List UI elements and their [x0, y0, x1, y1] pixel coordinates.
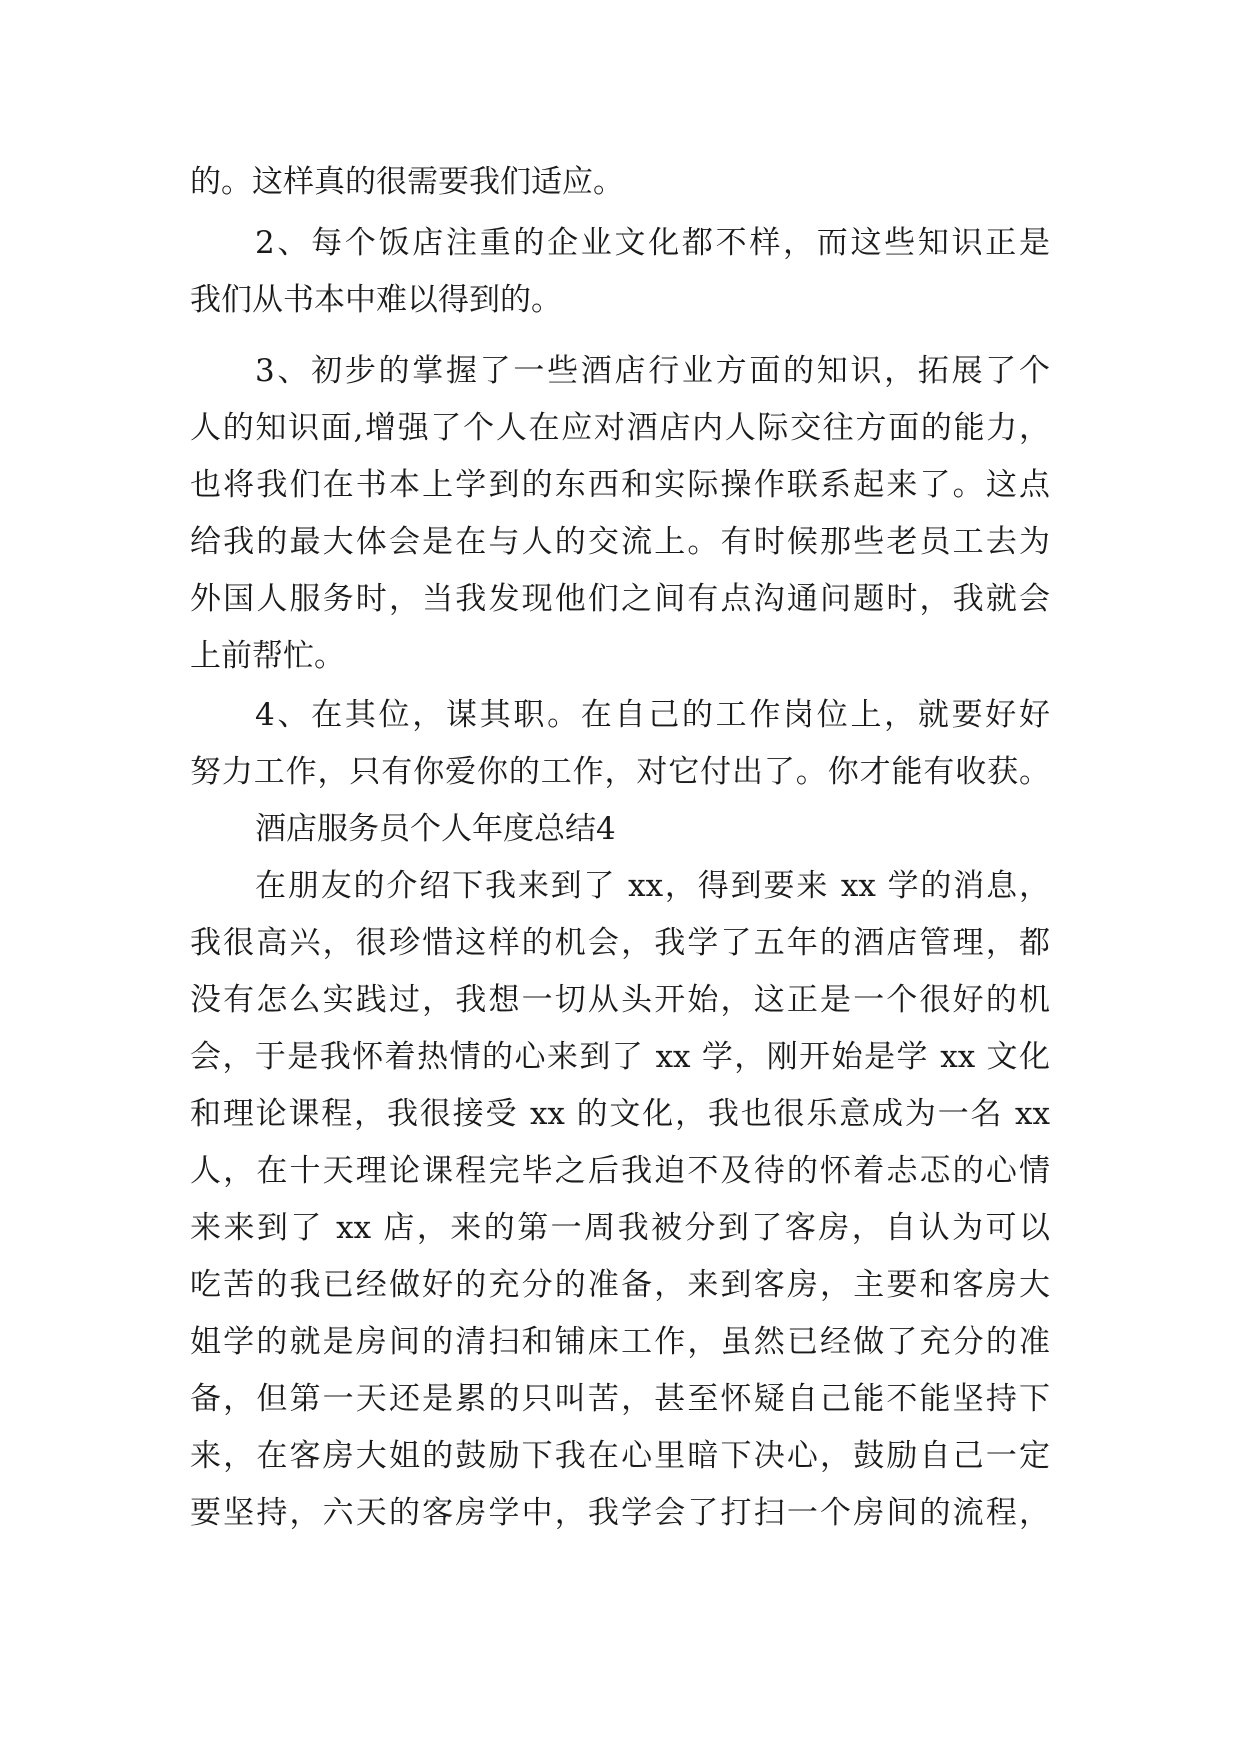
paragraph-start-line: 在朋友的介绍下我来到了 xx，得到要来 xx 学的消息，	[255, 868, 1050, 904]
text-line: 会，于是我怀着热情的心来到了 xx 学，刚开始是学 xx 文化	[190, 1039, 1050, 1075]
text-line: 我很高兴，很珍惜这样的机会，我学了五年的酒店管理，都	[190, 925, 1050, 961]
text-line: 和理论课程，我很接受 xx 的文化，我也很乐意成为一名 xx	[190, 1096, 1050, 1132]
text-line: 姐学的就是房间的清扫和铺床工作，虽然已经做了充分的准	[190, 1324, 1050, 1360]
text-line: 备，但第一天还是累的只叫苦，甚至怀疑自己能不能坚持下	[190, 1381, 1050, 1417]
text-line: 努力工作，只有你爱你的工作，对它付出了。你才能有收获。	[190, 754, 1050, 790]
paragraph-item-4-line: 4、在其位，谋其职。在自己的工作岗位上，就要好好	[255, 697, 1050, 733]
paragraph-item-3-line: 3、初步的掌握了一些酒店行业方面的知识，拓展了个	[255, 353, 1050, 389]
text-line: 上前帮忙。	[190, 638, 345, 674]
text-line: 来，在客房大姐的鼓励下我在心里暗下决心，鼓励自己一定	[190, 1438, 1050, 1474]
text-line: 要坚持，六天的客房学中，我学会了打扫一个房间的流程，	[190, 1495, 1050, 1531]
text-line: 人的知识面,增强了个人在应对酒店内人际交往方面的能力，	[190, 410, 1050, 446]
text-line: 我们从书本中难以得到的。	[190, 282, 562, 318]
text-line: 的。这样真的很需要我们适应。	[190, 164, 624, 200]
text-line: 外国人服务时，当我发现他们之间有点沟通问题时，我就会	[190, 581, 1050, 617]
section-heading: 酒店服务员个人年度总结4	[255, 811, 616, 847]
text-line: 来来到了 xx 店，来的第一周我被分到了客房，自认为可以	[190, 1210, 1050, 1246]
paragraph-item-2-line: 2、每个饭店注重的企业文化都不样，而这些知识正是	[255, 225, 1050, 261]
text-line: 人，在十天理论课程完毕之后我迫不及待的怀着忐忑的心情	[190, 1153, 1050, 1189]
text-line: 没有怎么实践过，我想一切从头开始，这正是一个很好的机	[190, 982, 1050, 1018]
text-line: 吃苦的我已经做好的充分的准备，来到客房，主要和客房大	[190, 1267, 1050, 1303]
text-line: 给我的最大体会是在与人的交流上。有时候那些老员工去为	[190, 524, 1050, 560]
text-line: 也将我们在书本上学到的东西和实际操作联系起来了。这点	[190, 467, 1050, 503]
